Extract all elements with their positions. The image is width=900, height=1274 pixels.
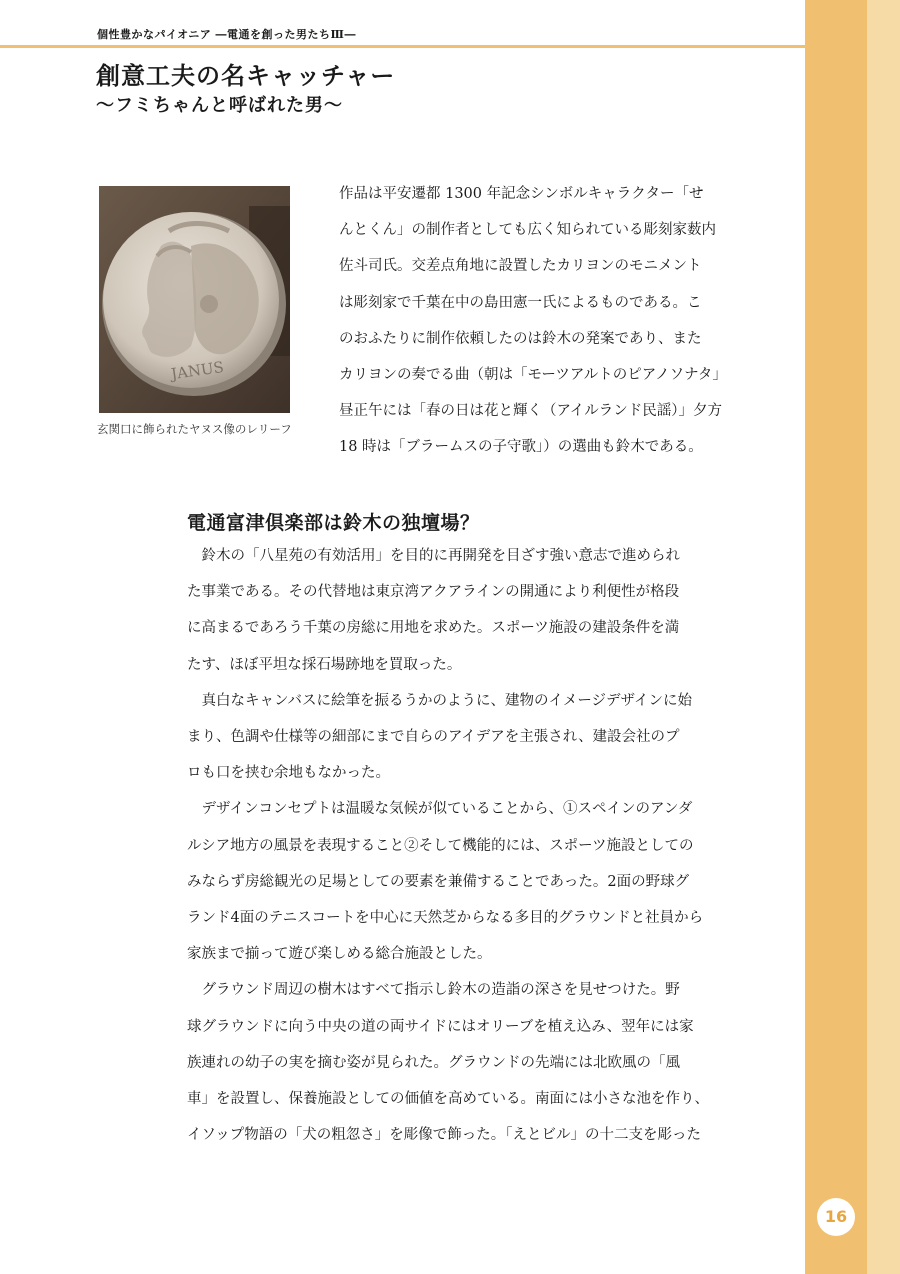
page-subtitle: 〜フミちゃんと呼ばれた男〜 [96,95,343,116]
running-header: 個性豊かなパイオニア ―電通を創った男たちⅢ― [97,28,356,41]
paragraph [187,791,747,972]
text-line: た事業である。その代替地は東京湾アクアラインの開通により利便性が格段 [187,584,680,601]
intro-line: 佐斗司氏。交差点角地に設置したカリヨンのモニメント [339,258,702,275]
text-line: 族連れの幼子の実を摘む姿が見られた。グラウンドの先端には北欧風の「風 [187,1054,680,1071]
intro-line: カリヨンの奏でる曲（朝は「モーツアルトのピアノソナタ」 [339,367,727,384]
photo-caption: 玄関口に飾られたヤヌス像のレリーフ [97,422,292,436]
intro-line: 18 時は「ブラームスの子守歌」）の選曲も鈴木である。 [339,439,703,456]
text-line: ランド4面のテニスコートを中心に天然芝からなる多目的グラウンドと社員から [187,910,704,927]
intro-line: のおふたりに制作依頼したのは鈴木の発案であり、また [339,330,702,347]
text-line: イソップ物語の「犬の粗忽さ」を彫像で飾った。「えとビル」の十二支を彫った [187,1127,702,1144]
text-line: まり、色調や仕様等の細部にまで自らのアイデアを主張され、建設会社のプ [187,729,680,746]
intro-line: 作品は平安遷都 1300 年記念シンボルキャラクター「せ [339,186,704,202]
janus-relief-photo [99,186,290,413]
text-line: ロも口を挟む余地もなかった。 [187,765,390,782]
text-line: デザインコンセプトは温暖な気候が似ていることから、①スペインのアンダ [187,801,693,818]
intro-line: んとくん」の制作者としても広く知られている彫刻家薮内 [339,222,716,239]
text-line: 家族まで揃って遊び楽しめる総合施設とした。 [187,946,492,963]
text-line: みならず房総観光の足場としての要素を兼備することであった。2面の野球グ [187,873,690,890]
section-heading: 電通富津倶楽部は鈴木の独壇場？ [187,512,480,534]
paragraph [187,972,747,1153]
page-edge-band-light [867,0,900,1274]
intro-line: 昼正午には「春の日は花と輝く（アイルランド民謡）」夕方 [339,403,722,420]
paragraph [187,538,747,683]
text-line: 鈴木の「八星苑の有効活用」を目的に再開発を目ざす強い意志で進められ [187,548,680,564]
body-text [187,538,747,1153]
text-line: 球グラウンドに向う中央の道の両サイドにはオリーブを植え込み、翌年には家 [187,1018,694,1035]
header-rule [0,45,805,48]
page-edge-band [805,0,867,1274]
text-line: 車」を設置し、保養施設としての価値を高めている。南面には小さな池を作り、 [187,1091,709,1108]
text-line: ルシア地方の風景を表現すること②そして機能的には、スポーツ施設としての [187,837,694,854]
text-line: グラウンド周辺の樹木はすべて指示し鈴木の造詣の深さを見せつけた。野 [187,982,680,999]
intro-line: は彫刻家で千葉在中の島田憲一氏によるものである。こ [339,294,702,311]
paragraph [187,683,747,792]
text-line: たす、ほぼ平坦な採石場跡地を買取った。 [187,656,462,673]
text-line: 真白なキャンバスに絵筆を振るうかのように、建物のイメージデザインに始 [187,692,693,709]
page-title: 創意工夫の名キャッチャー [96,61,396,90]
text-line: に高まるであろう千葉の房総に用地を求めた。スポーツ施設の建設条件を満 [187,620,680,637]
relief-inscription: JANUS [169,357,225,384]
intro-paragraph [339,176,739,466]
page-number: 16 [817,1198,855,1236]
